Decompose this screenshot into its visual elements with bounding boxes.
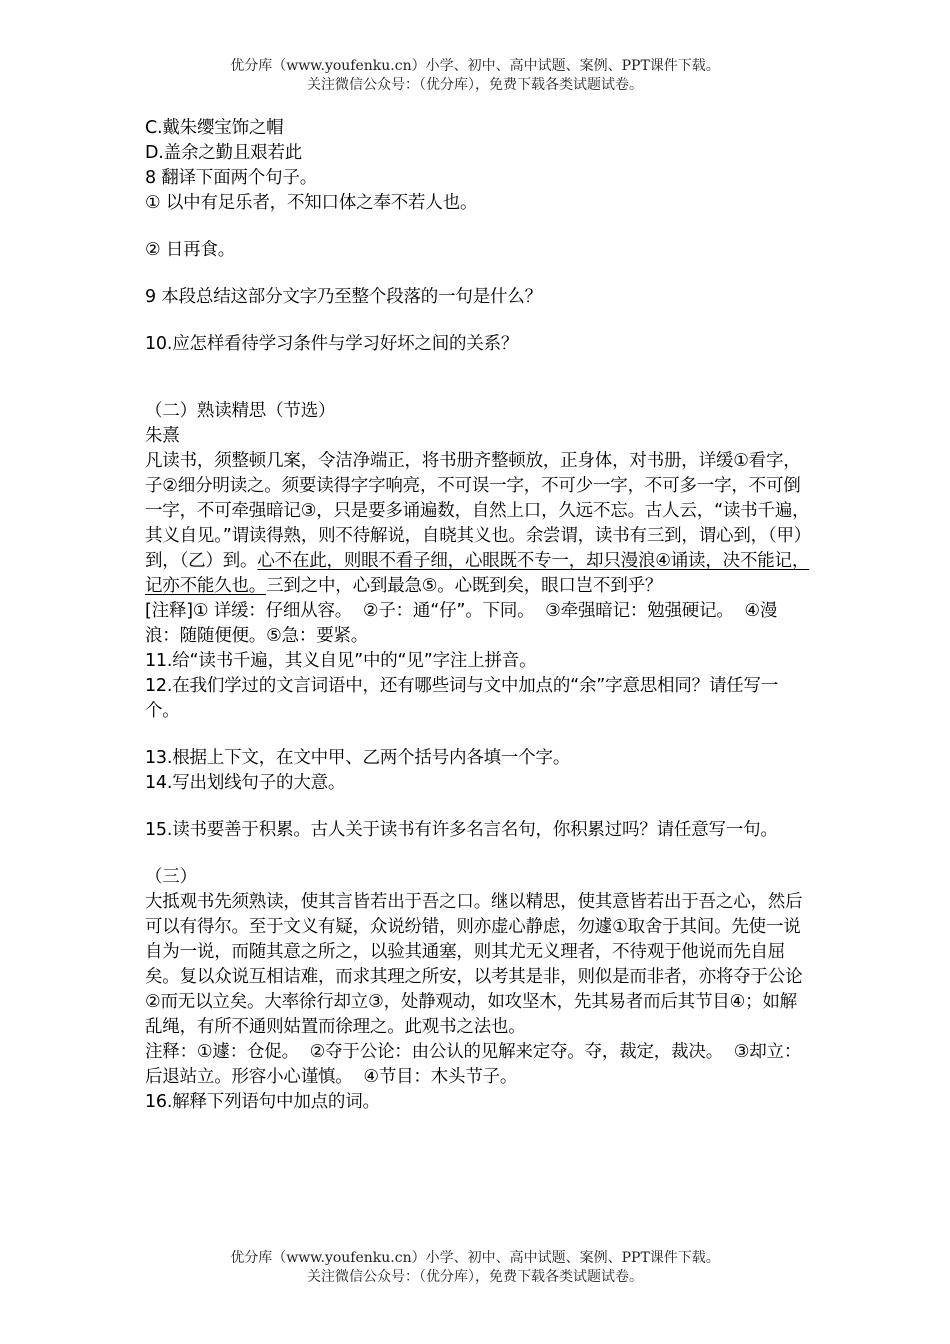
section-3-notes: 注释：①遽：仓促。 ②夺于公论：由公认的见解来定夺。夺，裁定，裁决。 ③却立：后退站立。形容小心谨慎。 ④节目：木头节子。 — [145, 1042, 802, 1087]
question-8: 8 翻译下面两个句子。 — [145, 168, 317, 188]
option-d: D.盖余之勤且艰若此 — [145, 143, 303, 163]
question-16: 16.解释下列语句中加点的词。 — [145, 1092, 380, 1112]
section-3-passage: 大抵观书先须熟读，使其言皆若出于吾之口。继以精思，使其意皆若出于吾之心，然后可以有得尔。至于文义有疑，众说纷错，则亦虚心静虑，勿遽①取舍于其间。先使一说自为一说，而随其意之所之，以验其通塞，则其尤无义理者，不待观于他说而先自屈矣。复以众说互相诘难，而求其理之所安，以考其是非，则似是而非者，亦将夺于公论②而无以立矣。大率徐行却立③，处静观动，如攻坚木，先其易者而后其节目④；如解乱绳，有所不通则姑置而徐理之。此观书之法也。 — [145, 892, 803, 1037]
section-2-title: （二）熟读精思（节选） — [145, 401, 336, 421]
question-11: 11.给“读书千遍，其义自见”中的“见”字注上拼音。 — [145, 651, 537, 671]
question-12: 12.在我们学过的文言词语中，还有哪些词与文中加点的“余”字意思相同？请任写一个。 — [145, 676, 779, 721]
question-8-sentence-2: ② 日再食。 — [145, 240, 236, 260]
question-10: 10.应怎样看待学习条件与学习好坏之间的关系？ — [145, 334, 519, 354]
footer-line-1: 优分库（www.youfenku.cn）小学、初中、高中试题、案例、PPT课件下载。 — [230, 1250, 720, 1266]
header-line-1: 优分库（www.youfenku.cn）小学、初中、高中试题、案例、PPT课件下载。 — [230, 58, 720, 74]
header-line-2: 关注微信公众号：（优分库），免费下载各类试题试卷。 — [307, 77, 643, 93]
question-14: 14.写出划线句子的大意。 — [145, 773, 346, 793]
question-13: 13.根据上下文，在文中甲、乙两个括号内各填一个字。 — [145, 748, 571, 768]
question-9: 9 本段总结这部分文字乃至整个段落的一句是什么？ — [145, 287, 542, 307]
section-3-title: （三） — [145, 867, 197, 887]
question-15: 15.读书要善于积累。古人关于读书有许多名言名句，你积累过吗？请任意写一句。 — [145, 820, 778, 840]
passage-part-a: 凡读书，须整顿几案，令洁净端正，将书册齐整顿放，正身体，对书册，详缓①看字，子②细分明读之。须要读得字字响亮，不可误一字，不可少一字，不可多一字，不可倒一字，不可牵强暗记③，只是要多诵遍数，自然上口，久远不忘。古人云，“读书千遍，其义自见。”谓读得熟，则不待解说，自晓其义也。余尝谓，读书有三到，谓心到，（甲）到，（乙）到。 — [145, 451, 810, 571]
footer-line-2: 关注微信公众号：（优分库），免费下载各类试题试卷。 — [307, 1269, 643, 1285]
underlined-sentence: 心不在此，则眼不看子细，心眼既不专一，却只漫浪④诵读，决不能记，记亦不能久也。 — [145, 551, 810, 596]
page-header — [0, 57, 950, 95]
question-8-sentence-1: ① 以中有足乐者，不知口体之奉不若人也。 — [145, 193, 478, 213]
section-2-passage — [145, 449, 810, 599]
document-body — [145, 116, 810, 1115]
section-2-notes: [注释]① 详缓：仔细从容。 ②子：通“仔”。下同。 ③牵强暗记：勉强硬记。 ④漫浪：随随便便。⑤急：要紧。 — [145, 601, 778, 646]
option-c: C.戴朱缨宝饰之帽 — [145, 118, 284, 138]
passage-part-b: 三到之中，心到最急⑤。心既到矣，眼口岂不到乎？ — [266, 576, 663, 596]
section-2-author: 朱熹 — [145, 426, 180, 446]
page-footer — [0, 1249, 950, 1287]
